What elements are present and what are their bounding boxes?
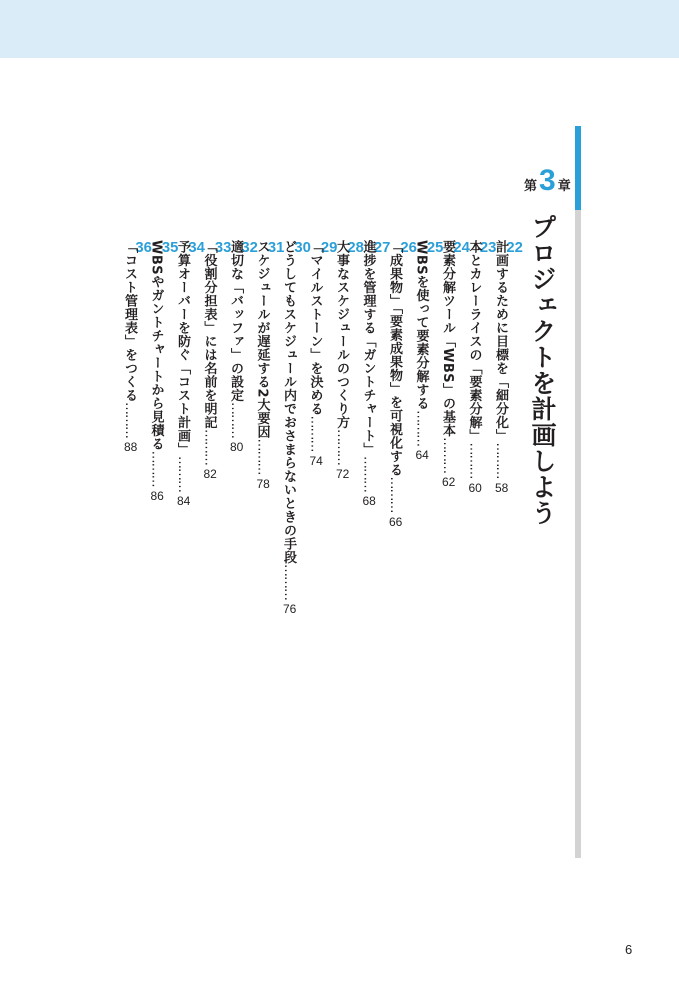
toc-leader-dots: ……… [201,429,217,465]
toc-entry-title: 要素分解ツール「WBS」の基本 [440,240,455,438]
toc-entry-title: 「成果物」「要素成果物」を可視化する [387,240,402,477]
toc-entry[interactable] [441,240,469,473]
toc-leader-dots: ……… [175,456,190,492]
toc-entry-page: 60 [468,480,482,495]
toc-entry-page: 80 [230,440,244,454]
page-number: 6 [625,942,633,957]
toc-leader-dots: ……… [493,442,508,479]
chapter-prefix: 第 [524,179,538,194]
toc-entry[interactable] [229,240,257,438]
toc-leader-dots: ……… [254,438,270,475]
toc-leader-dots: ……… [281,564,296,600]
toc-entry-number: 36 [135,240,152,255]
toc-entry-number: 34 [188,240,205,255]
toc-entry-title: 適切な「バッファ」の設定 [228,240,243,402]
toc-entry[interactable] [256,240,284,475]
chapter-number: 3 [539,164,556,197]
toc-entry-page: 78 [256,476,270,491]
toc-entry[interactable] [282,240,310,600]
toc-entry-title: WBSを使って要素分解する [413,240,429,411]
toc-entry[interactable] [203,240,231,465]
toc-entry-page: 84 [177,494,191,508]
toc-entry-page: 64 [415,448,429,463]
toc-leader-dots: ……… [466,442,482,479]
toc-entry-number: 33 [214,240,232,255]
toc-entry-number: 32 [241,240,258,255]
toc-entry[interactable] [468,240,496,479]
toc-entry-page: 74 [309,453,323,468]
toc-entry[interactable] [494,240,522,479]
toc-entry-number: 29 [320,240,338,255]
toc-entry[interactable] [362,240,390,492]
toc-entry-title: 大事なスケジュールのつくり方 [334,240,349,429]
toc-entry-page: 88 [124,440,138,454]
toc-entry-number: 23 [479,240,497,255]
toc-leader-dots: ……… [334,429,349,465]
toc-entry-page: 62 [442,475,456,490]
toc-entry-number: 28 [347,240,364,255]
toc-entry-page: 72 [336,467,350,481]
toc-entry-page: 58 [495,480,509,495]
toc-entry-title: どうしてもスケジュール内でおさまらないときの手段 [281,240,296,564]
toc-leader-dots: ……… [228,402,243,438]
toc-leader-dots: ……… [360,456,376,492]
toc-entry-title: 「マイルストーン」を決める [307,240,323,416]
header-band [0,0,679,58]
toc-entry-title: 「役割分担表」には名前を明記 [201,240,217,429]
toc-entry-page: 82 [203,467,217,481]
toc-entry[interactable] [309,240,337,452]
toc-entry-title: WBSやガントチャートから見積る [148,240,164,451]
chapter-suffix: 章 [557,179,571,194]
toc-entry[interactable] [150,240,178,487]
toc-entry-number: 27 [373,240,391,255]
chapter-label [524,166,571,196]
toc-entry-title: 「コスト管理表」をつくる [122,240,137,402]
toc-entry-page: 86 [150,488,164,503]
toc-entry-page: 66 [389,514,403,529]
toc-entry-number: 24 [453,240,470,255]
toc-entry-page: 68 [362,494,376,508]
toc-leader-dots: ……… [122,402,137,438]
toc-leader-dots: ……… [413,410,429,447]
toc-leader-dots: ……… [387,476,402,513]
toc-leader-dots: ……… [148,450,164,487]
toc-entry-title: 計画するために目標を「細分化」 [493,240,508,443]
toc-entry-page: 76 [283,602,297,616]
toc-entry[interactable] [123,240,151,438]
toc-entry-number: 22 [506,240,523,255]
toc-entry-number: 26 [400,240,417,255]
toc-entry-title: スケジュールが遅延する2大要因 [254,240,270,439]
toc-entry-number: 31 [267,240,285,255]
chapter-title: プロジェクトを計画しよう [528,214,557,526]
chapter-side-rule [575,126,581,858]
toc-entry-title: 本とカレーライスの「要素分解」 [466,240,482,443]
toc-entry[interactable] [335,240,363,465]
toc-entry[interactable] [388,240,416,513]
toc-entry-number: 30 [294,240,311,255]
toc-entry-number: 25 [426,240,444,255]
toc-leader-dots: ……… [440,437,455,474]
toc-entry-title: 予算オーバーを防ぐ「コスト計画」 [175,240,190,456]
toc-entry[interactable] [415,240,443,446]
toc-entry-title: 進捗を管理する「ガントチャート」 [360,240,376,456]
chapter-side-rule-accent [575,126,581,210]
toc-entry-number: 35 [161,240,179,255]
toc-leader-dots: ……… [307,415,323,452]
toc-entry[interactable] [176,240,204,492]
